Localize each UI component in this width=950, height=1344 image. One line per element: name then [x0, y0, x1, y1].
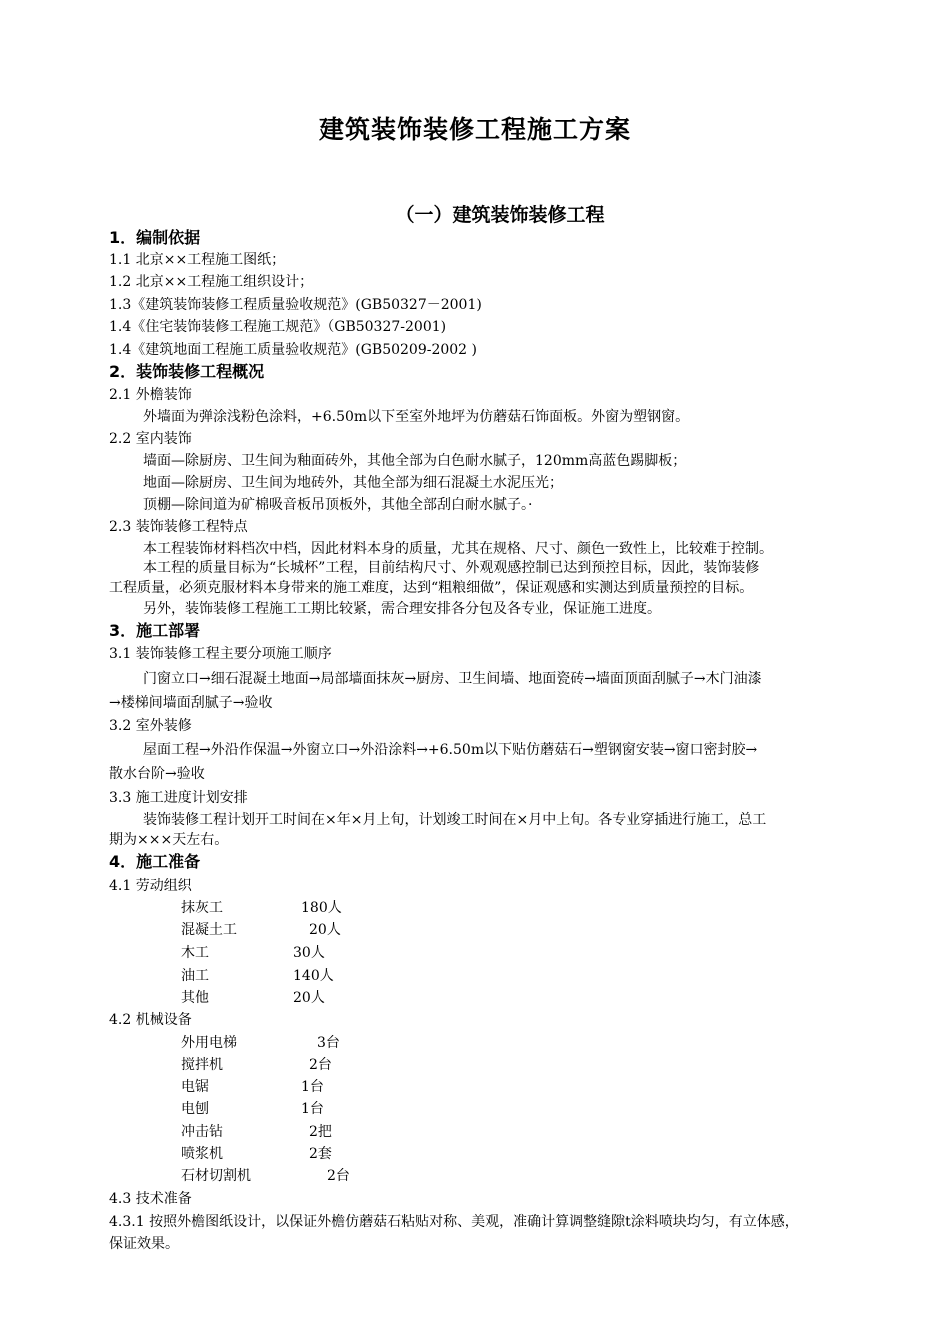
paragraph-line: 另外，装饰装修工程施工工期比较紧，需合理安排各分包及各专业，保证施工进度。	[143, 601, 661, 617]
labor-name: 其他	[181, 990, 209, 1006]
equipment-name: 电锯	[181, 1079, 209, 1095]
paragraph-line: 外墙面为弹涂浅粉色涂料，+6.50m以下至室外地坪为仿蘑菇石饰面板。外窗为塑钢窗。	[143, 409, 690, 425]
subsection-title-3-3: 3.3 施工进度计划安排	[109, 790, 248, 806]
subsection-title-2-1: 2.1 外檐装饰	[109, 387, 192, 403]
labor-qty: 140人	[293, 968, 334, 984]
equipment-qty: 2台	[327, 1168, 350, 1184]
paragraph-line: 保证效果。	[109, 1236, 179, 1252]
subsection-title-2-2: 2.2 室内装饰	[109, 431, 192, 447]
equipment-name: 冲击钻	[181, 1124, 223, 1140]
paragraph-line: 地面—除厨房、卫生间为地砖外，其他全部为细石混凝土水泥压光；	[143, 475, 563, 491]
document-title: 建筑装饰装修工程施工方案	[318, 115, 631, 144]
paragraph-line: 屋面工程→外沿作保温→外窗立口→外沿涂料→+6.50m以下贴仿蘑菇石→塑钢窗安装→窗口密封胶→	[143, 742, 758, 758]
paragraph-line: 4.3.1 按照外檐图纸设计，以保证外檐仿蘑菇石粘贴对称、美观，准确计算调整缝隙t涂料喷块均匀，有立体感，	[109, 1214, 799, 1230]
subsection-title-3-2: 3.2 室外装修	[109, 718, 192, 734]
section-heading-3: 3．施工部署	[109, 621, 201, 640]
paragraph-line: 期为×××天左右。	[109, 832, 229, 848]
paragraph-line: 顶棚—除间道为矿棉吸音板吊顶板外，其他全部刮白耐水腻子。·	[143, 497, 533, 513]
section-heading-4: 4．施工准备	[109, 852, 201, 871]
equipment-name: 搅拌机	[181, 1057, 223, 1073]
equipment-name: 电刨	[181, 1101, 209, 1117]
subsection-title-3-1: 3.1 装饰装修工程主要分项施工顺序	[109, 646, 332, 662]
equipment-qty: 1台	[301, 1101, 324, 1117]
paragraph-line: 本工程装饰材料档次中档，因此材料本身的质量，尤其在规格、尺寸、颜色一致性上，比较难于控制。	[143, 541, 773, 557]
paragraph-line: 装饰装修工程计划开工时间在×年×月上旬，计划竣工时间在×月中上旬。各专业穿插进行施工，总工	[143, 812, 767, 828]
basis-item: 1.4《建筑地面工程施工质量验收规范》(GB50209-2002 )	[109, 342, 478, 358]
equipment-row	[181, 1144, 332, 1164]
labor-name: 抹灰工	[181, 900, 223, 916]
subsection-title-4-3: 4.3 技术准备	[109, 1191, 192, 1207]
equipment-row	[181, 1122, 332, 1142]
labor-qty: 30人	[293, 945, 325, 961]
equipment-qty: 2台	[309, 1057, 332, 1073]
equipment-qty: 3台	[317, 1035, 340, 1051]
paragraph-line: →楼梯间墙面刮腻子→验收	[109, 695, 273, 711]
basis-item: 1.2 北京××工程施工组织设计；	[109, 274, 314, 290]
basis-item: 1.3《建筑装饰装修工程质量验收规范》(GB50327－2001)	[109, 297, 482, 313]
basis-item: 1.4《住宅装饰装修工程施工规范》（GB50327-2001)	[109, 319, 447, 335]
section-heading-2: 2．装饰装修工程概况	[109, 362, 265, 381]
equipment-qty: 2把	[309, 1124, 332, 1140]
labor-name: 混凝土工	[181, 922, 237, 938]
subsection-title-4-2: 4.2 机械设备	[109, 1012, 192, 1028]
document-subtitle: （一）建筑装饰装修工程	[395, 204, 605, 226]
labor-qty: 20人	[309, 922, 341, 938]
equipment-name: 外用电梯	[181, 1035, 237, 1051]
basis-item: 1.1 北京××工程施工图纸；	[109, 252, 286, 268]
equipment-qty: 2套	[309, 1146, 332, 1162]
labor-name: 木工	[181, 945, 209, 961]
subsection-title-2-3: 2.3 装饰装修工程特点	[109, 519, 248, 535]
paragraph-line: 本工程的质量目标为“长城杯”工程，目前结构尺寸、外观观感控制已达到预控目标，因此，装饰装修	[143, 560, 760, 576]
labor-qty: 180人	[301, 900, 342, 916]
equipment-row	[181, 1055, 332, 1075]
section-heading-1: 1．编制依据	[109, 228, 201, 247]
equipment-row	[181, 1033, 340, 1053]
paragraph-line: 墙面—除厨房、卫生间为釉面砖外，其他全部为白色耐水腻子，120mm高蓝色踢脚板；	[143, 453, 687, 469]
paragraph-line: 门窗立口→细石混凝土地面→局部墙面抹灰→厨房、卫生间墙、地面瓷砖→墙面顶面刮腻子→木门油漆	[143, 671, 762, 687]
equipment-row	[181, 1166, 350, 1186]
equipment-row	[181, 1099, 324, 1119]
paragraph-line: 工程质量，必须克服材料本身带来的施工难度，达到“粗粮细做”，保证观感和实测达到质量预控的目标。	[109, 580, 754, 596]
labor-name: 油工	[181, 968, 209, 984]
labor-row	[181, 988, 325, 1008]
subsection-title-4-1: 4.1 劳动组织	[109, 878, 192, 894]
equipment-row	[181, 1077, 324, 1097]
equipment-name: 喷浆机	[181, 1146, 223, 1162]
labor-row	[181, 966, 334, 986]
equipment-name: 石材切割机	[181, 1168, 251, 1184]
labor-row	[181, 943, 325, 963]
paragraph-line: 散水台阶→验收	[109, 766, 205, 782]
labor-row	[181, 920, 341, 940]
labor-qty: 20人	[293, 990, 325, 1006]
labor-row	[181, 898, 342, 918]
equipment-qty: 1台	[301, 1079, 324, 1095]
